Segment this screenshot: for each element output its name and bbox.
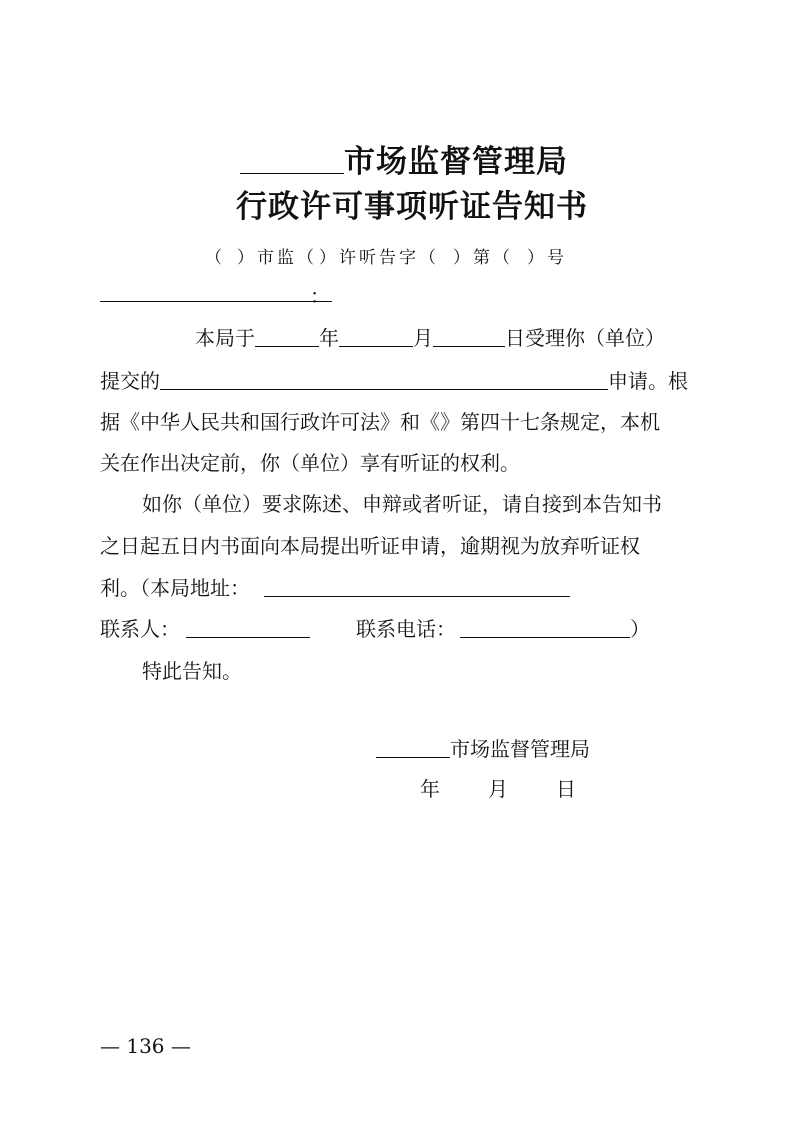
paragraph1-line2: 提交的 申请。根 (100, 369, 688, 393)
day-blank (433, 327, 505, 347)
application-blank (160, 370, 608, 390)
phone-blank (460, 618, 630, 638)
title-agency-suffix: 市场监督管理局 (344, 144, 568, 180)
title-line-2: 行政许可事项听证告知书 (236, 189, 588, 225)
signature-agency: 市场监督管理局 (376, 733, 590, 762)
signature-date: 年 月 日 (420, 777, 576, 801)
contact-person-blank (186, 618, 310, 638)
paragraph2-line2: 之日起五日内书面向本局提出听证申请，逾期视为放弃听证权 (100, 534, 640, 558)
year-blank (255, 327, 319, 347)
contact-line: 联系人： 联系电话： ） (100, 617, 650, 641)
paragraph1-line4: 关在作出决定前，你（单位）享有听证的权利。 (100, 451, 520, 475)
document-number: （ ）市监（ ）许听告字（ ）第（ ）号 (205, 248, 567, 268)
title-line-1 (240, 136, 568, 181)
signature-agency-blank (376, 738, 450, 758)
paragraph1-line1: 本局于 年 月 日受理你（单位） (195, 326, 665, 350)
paragraph2-line3: 利。（本局地址： (100, 572, 570, 601)
recipient-line (100, 281, 332, 309)
page-number: — 136 — (100, 1034, 191, 1058)
paragraph1-line3: 据《中华人民共和国行政许可法》和《》第四十七条规定，本机 (100, 410, 660, 434)
closing-text: 特此告知。 (142, 659, 242, 683)
month-blank (339, 327, 413, 347)
address-blank (264, 577, 570, 597)
recipient-blank: ： (100, 282, 332, 302)
agency-name-blank (240, 143, 344, 173)
paragraph2-line1: 如你（单位）要求陈述、申辩或者听证，请自接到本告知书 (142, 492, 662, 516)
